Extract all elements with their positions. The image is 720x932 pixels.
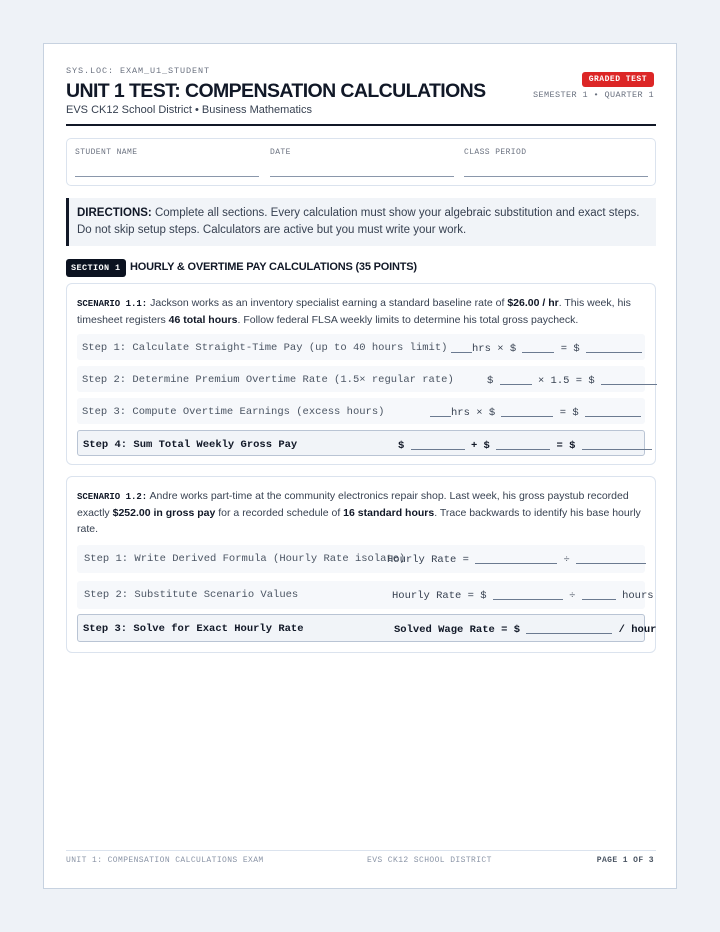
answer-blank[interactable]	[601, 374, 657, 385]
page-title: UNIT 1 TEST: COMPENSATION CALCULATIONS	[66, 80, 486, 102]
answer-blank[interactable]	[585, 406, 641, 417]
step-row	[77, 398, 645, 424]
scenario-1-1-text: SCENARIO 1.1: Jackson works as an inventory specialist earning a standard baseline rate of $26.00 / hr. This week, his timesheet registers 46 total hours. Follow federal FLSA weekly limits to determine his total gross paycheck.	[77, 297, 631, 326]
scenario-card-1-1	[66, 283, 656, 465]
student-name-field[interactable]	[75, 176, 259, 177]
directions-label: DIRECTIONS:	[77, 207, 152, 219]
step-equation: hrs × $ = $	[430, 406, 641, 419]
total-step-row	[77, 430, 645, 456]
step-equation: hrs × $ = $	[451, 342, 642, 355]
answer-blank[interactable]	[526, 623, 612, 634]
answer-blank[interactable]	[411, 439, 465, 450]
step-row	[77, 366, 645, 392]
step-equation: $ × 1.5 = $	[487, 374, 657, 387]
answer-blank[interactable]	[582, 439, 652, 450]
answer-blank[interactable]	[500, 374, 532, 385]
step-equation: Hourly Rate = $ ÷ hours	[392, 590, 654, 602]
step-row	[77, 545, 645, 573]
total-step-row	[77, 614, 657, 642]
step-label: Step 3: Compute Overtime Earnings (excess hours)	[82, 406, 385, 418]
class-period-label: CLASS PERIOD	[464, 148, 527, 157]
scenario-card-1-2	[66, 476, 656, 653]
answer-blank[interactable]	[496, 439, 550, 450]
date-field[interactable]	[270, 176, 454, 177]
answer-blank[interactable]	[430, 406, 451, 417]
scenario-1-2-text: SCENARIO 1.2: Andre works part-time at the community electronics repair shop. Last week, his gross paystub recorded exactly $252.00 in gross pay for a recorded schedule of 16 standard hours. Trace backwards to identify his base hourly rate.	[77, 490, 641, 535]
step-row	[77, 334, 645, 360]
directions-box	[66, 198, 656, 246]
answer-blank[interactable]	[501, 406, 553, 417]
footer-divider	[66, 850, 656, 851]
step-label: Step 4: Sum Total Weekly Gross Pay	[83, 439, 298, 451]
semester-label: SEMESTER 1 • QUARTER 1	[532, 90, 654, 100]
page-subtitle: EVS CK12 School District • Business Mathematics	[66, 104, 312, 116]
directions-text: DIRECTIONS: Complete all sections. Every calculation must show your algebraic substitution and exact steps. Do not skip setup steps. Calculators are active but you must write your work.	[77, 207, 640, 236]
step-label: Step 1: Write Derived Formula (Hourly Rate isolate)	[84, 553, 406, 565]
class-period-field[interactable]	[464, 176, 648, 177]
answer-blank[interactable]	[522, 342, 554, 353]
answer-blank[interactable]	[582, 589, 616, 600]
student-name-label: STUDENT NAME	[75, 148, 138, 157]
step-label: Step 1: Calculate Straight-Time Pay (up to 40 hours limit)	[82, 342, 448, 354]
answer-blank[interactable]	[475, 553, 557, 564]
answer-blank[interactable]	[576, 553, 646, 564]
footer-district: EVS CK12 SCHOOL DISTRICT	[367, 856, 492, 865]
section-title: HOURLY & OVERTIME PAY CALCULATIONS (35 POINTS)	[130, 261, 417, 273]
answer-blank[interactable]	[493, 589, 563, 600]
system-location: SYS.LOC: EXAM_U1_STUDENT	[66, 66, 211, 76]
answer-blank[interactable]	[586, 342, 642, 353]
student-info-box	[66, 138, 656, 186]
date-label: DATE	[270, 148, 291, 157]
page-number: PAGE 1 OF 3	[596, 856, 654, 865]
footer-exam-title: UNIT 1: COMPENSATION CALCULATIONS EXAM	[66, 856, 264, 865]
step-label: Step 2: Determine Premium Overtime Rate (1.5× regular rate)	[82, 374, 454, 386]
step-equation: Hourly Rate = ÷	[387, 553, 646, 566]
answer-blank[interactable]	[451, 342, 472, 353]
step-label: Step 2: Substitute Scenario Values	[84, 589, 299, 601]
step-label: Step 3: Solve for Exact Hourly Rate	[83, 623, 304, 635]
step-row	[77, 581, 654, 609]
step-equation: Solved Wage Rate = $ / hour	[394, 624, 657, 636]
header-divider	[66, 124, 656, 126]
exam-page	[43, 43, 677, 889]
step-equation: $ + $ = $	[398, 439, 652, 452]
graded-test-badge: GRADED TEST	[582, 72, 654, 87]
section-badge: SECTION 1	[66, 259, 126, 277]
